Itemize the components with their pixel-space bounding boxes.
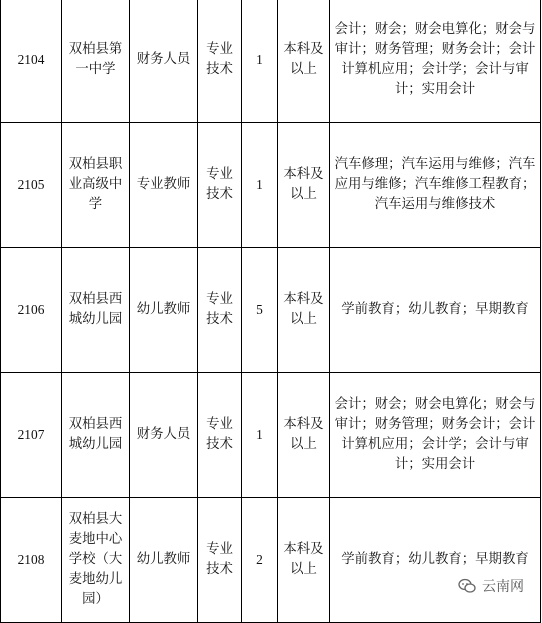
position-name: 幼儿教师 (130, 498, 198, 623)
position-code: 2105 (1, 123, 62, 248)
major-requirement: 学前教育；幼儿教育；早期教育 (330, 498, 541, 623)
education-requirement: 本科及以上 (278, 0, 330, 123)
employer-unit: 双柏县西城幼儿园 (62, 248, 130, 373)
major-requirement: 会计；财会；财会电算化；财会与审计；财务管理；财务会计；会计计算机应用；会计学；会计与审计；实用会计 (330, 0, 541, 123)
table-row (1, 498, 541, 623)
position-code: 2106 (1, 248, 62, 373)
hiring-count: 1 (242, 0, 278, 123)
wechat-bubble-icon (458, 578, 476, 594)
major-requirement: 学前教育；幼儿教育；早期教育 (330, 248, 541, 373)
position-code: 2107 (1, 373, 62, 498)
hiring-count: 2 (242, 498, 278, 623)
employer-unit: 双柏县大麦地中心学校（大麦地幼儿园） (62, 498, 130, 623)
table-row (1, 0, 541, 123)
table-row (1, 248, 541, 373)
position-name: 专业教师 (130, 123, 198, 248)
education-requirement: 本科及以上 (278, 123, 330, 248)
education-requirement: 本科及以上 (278, 373, 330, 498)
position-category: 专业技术 (198, 0, 242, 123)
education-requirement: 本科及以上 (278, 248, 330, 373)
position-category: 专业技术 (198, 498, 242, 623)
hiring-count: 1 (242, 123, 278, 248)
employer-unit: 双柏县第一中学 (62, 0, 130, 123)
employer-unit: 双柏县职业高级中学 (62, 123, 130, 248)
hiring-count: 5 (242, 248, 278, 373)
position-name: 财务人员 (130, 373, 198, 498)
table-row (1, 123, 541, 248)
major-requirement: 汽车修理；汽车运用与维修；汽车应用与维修；汽车维修工程教育；汽车运用与维修技术 (330, 123, 541, 248)
major-requirement: 会计；财会；财会电算化；财会与审计；财务管理；财务会计；会计计算机应用；会计学；会计与审计；实用会计 (330, 373, 541, 498)
hiring-count: 1 (242, 373, 278, 498)
employer-unit: 双柏县西城幼儿园 (62, 373, 130, 498)
watermark-text: 云南网 (482, 579, 524, 595)
position-category: 专业技术 (198, 248, 242, 373)
position-code: 2108 (1, 498, 62, 623)
education-requirement: 本科及以上 (278, 498, 330, 623)
position-name: 幼儿教师 (130, 248, 198, 373)
table-row (1, 373, 541, 498)
position-name: 财务人员 (130, 0, 198, 123)
position-category: 专业技术 (198, 123, 242, 248)
position-code: 2104 (1, 0, 62, 123)
position-category: 专业技术 (198, 373, 242, 498)
source-watermark (458, 576, 524, 596)
